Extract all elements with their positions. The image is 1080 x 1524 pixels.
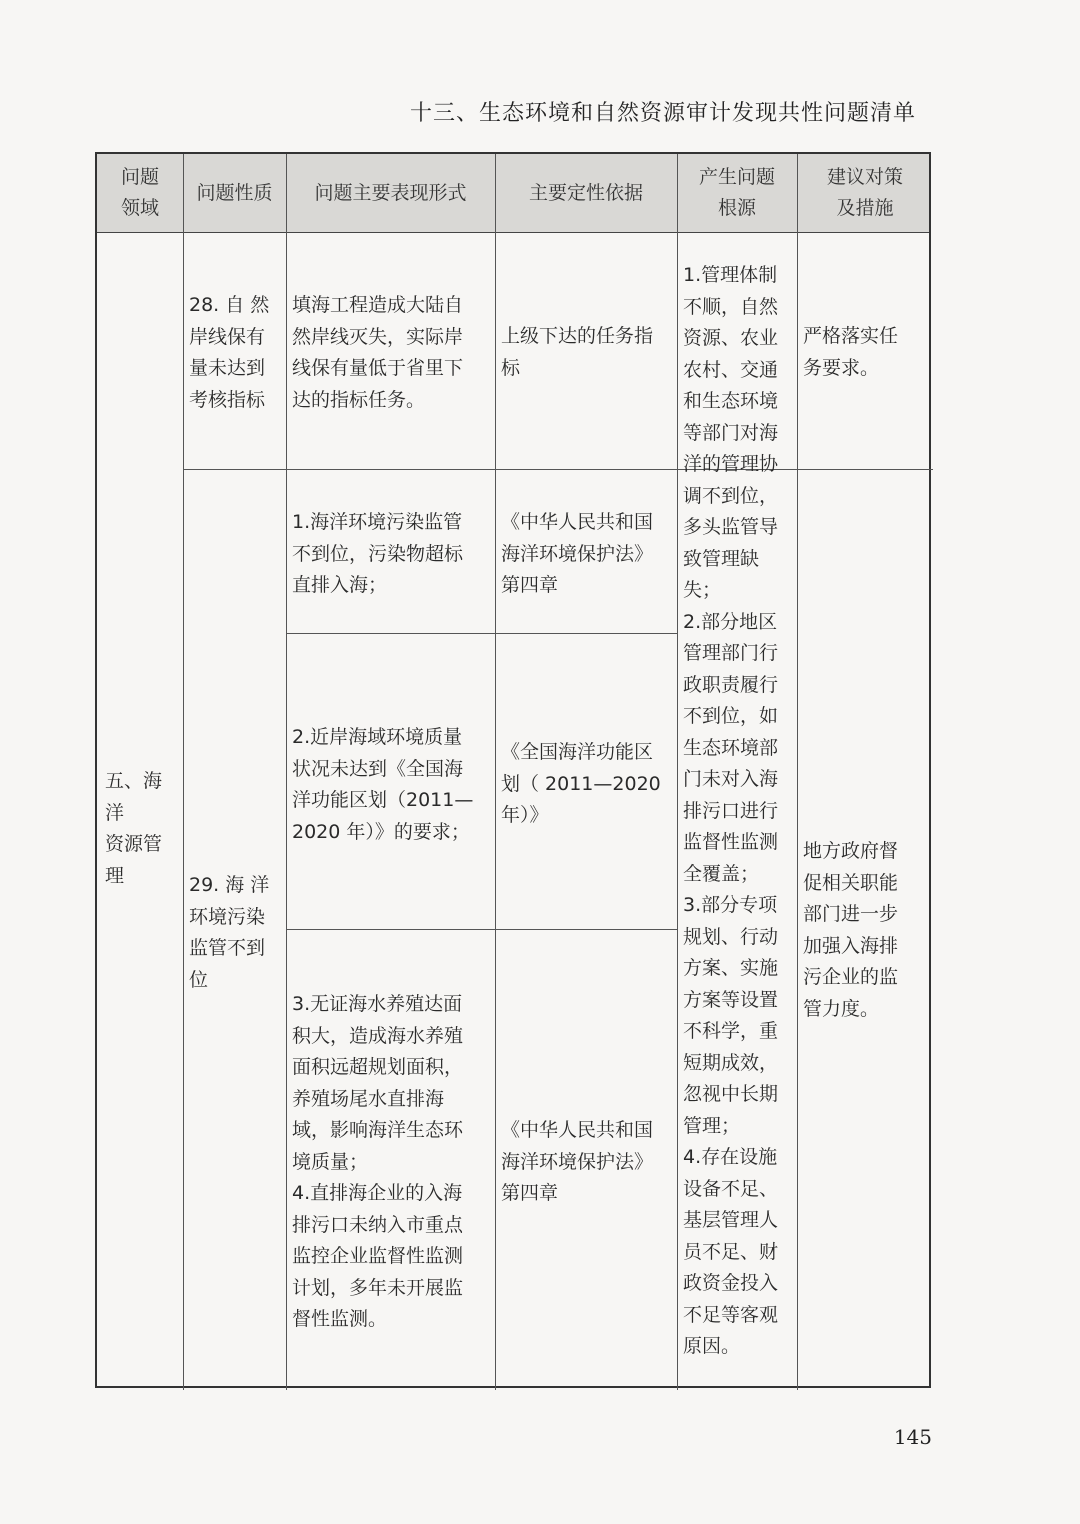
- cell-issue29-manifestation-3: 3.无证海水养殖达面 积大，造成海水养殖 面积远超规划面积， 养殖场尾水直排海 域，影响海洋生态环 境质量； 4.直排海企业的入海 排污口未纳入市重点 监控企业监督性监测 计划，多年未开展监 督性监测。: [292, 993, 464, 1330]
- cell-issue29-basis-3: 《中华人民共和国 海洋环境保护法》 第四章: [501, 1119, 654, 1204]
- cell-issue28-manifestation: 填海工程造成大陆自 然岸线灭失，实际岸 线保有量低于省里下 达的指标任务。: [292, 294, 464, 411]
- cell-issue29-basis-2: 《全国海洋功能区 划（ 2011—2020 年）》: [501, 741, 661, 826]
- header-countermeasure: 建议对策 及措施: [826, 166, 903, 219]
- header-root-cause: 产生问题 根源: [698, 166, 775, 219]
- cell-issue29-manifestation-2: 2.近岸海域环境质量 状况未达到《全国海 洋功能区划（2011— 2020 年）》的要求；: [292, 726, 474, 843]
- cell-issue29-nature: 29. 海 洋 环境污染 监管不到 位: [189, 874, 270, 991]
- cell-issue28-countermeasure: 严格落实任 务要求。: [803, 325, 899, 379]
- header-basis: 主要定性依据: [528, 181, 643, 204]
- page-number: 145: [893, 1425, 932, 1449]
- cell-domain: 五、海洋 资源管 理: [105, 770, 163, 887]
- header-nature: 问题性质: [196, 181, 273, 204]
- row-divider: [286, 929, 677, 930]
- row-divider: [286, 633, 677, 634]
- cell-issue29-manifestation-1: 1.海洋环境污染监管 不到位，污染物超标 直排入海；: [292, 511, 464, 596]
- row-divider: [797, 469, 933, 470]
- running-head: 十三、生态环境和自然资源审计发现共性问题清单: [409, 101, 916, 126]
- audit-issue-table: [95, 152, 931, 1388]
- header-manifestation: 问题主要表现形式: [314, 181, 467, 204]
- cell-root-cause: 1.管理体制 不顺，自然 资源、农业 农村、交通 和生态环境 等部门对海 洋的管理协 调不到位， 多头监管导 致管理缺 失； 2.部分地区 管理部门行 政职责履行 不到位，如 生态环境部 门未对入海 排污口进行 监督性监测 全覆盖； 3.部分专项 规划、行动 方案、实施 方案等设置 不科学，重 短期成效， 忽视中长期 管理； 4.存在设施 设备不足、 基层管理人 员不足、财 政资金投入 不足等客观 原因。: [683, 264, 779, 1357]
- header-domain: 问题 领域: [120, 166, 159, 219]
- cell-issue29-countermeasure: 地方政府督 促相关职能 部门进一步 加强入海排 污企业的监 管力度。: [803, 840, 899, 1020]
- cell-issue28-nature: 28. 自 然 岸线保有 量未达到 考核指标: [189, 294, 270, 411]
- cell-issue29-basis-1: 《中华人民共和国 海洋环境保护法》 第四章: [501, 511, 654, 596]
- cell-issue28-basis: 上级下达的任务指 标: [501, 325, 654, 379]
